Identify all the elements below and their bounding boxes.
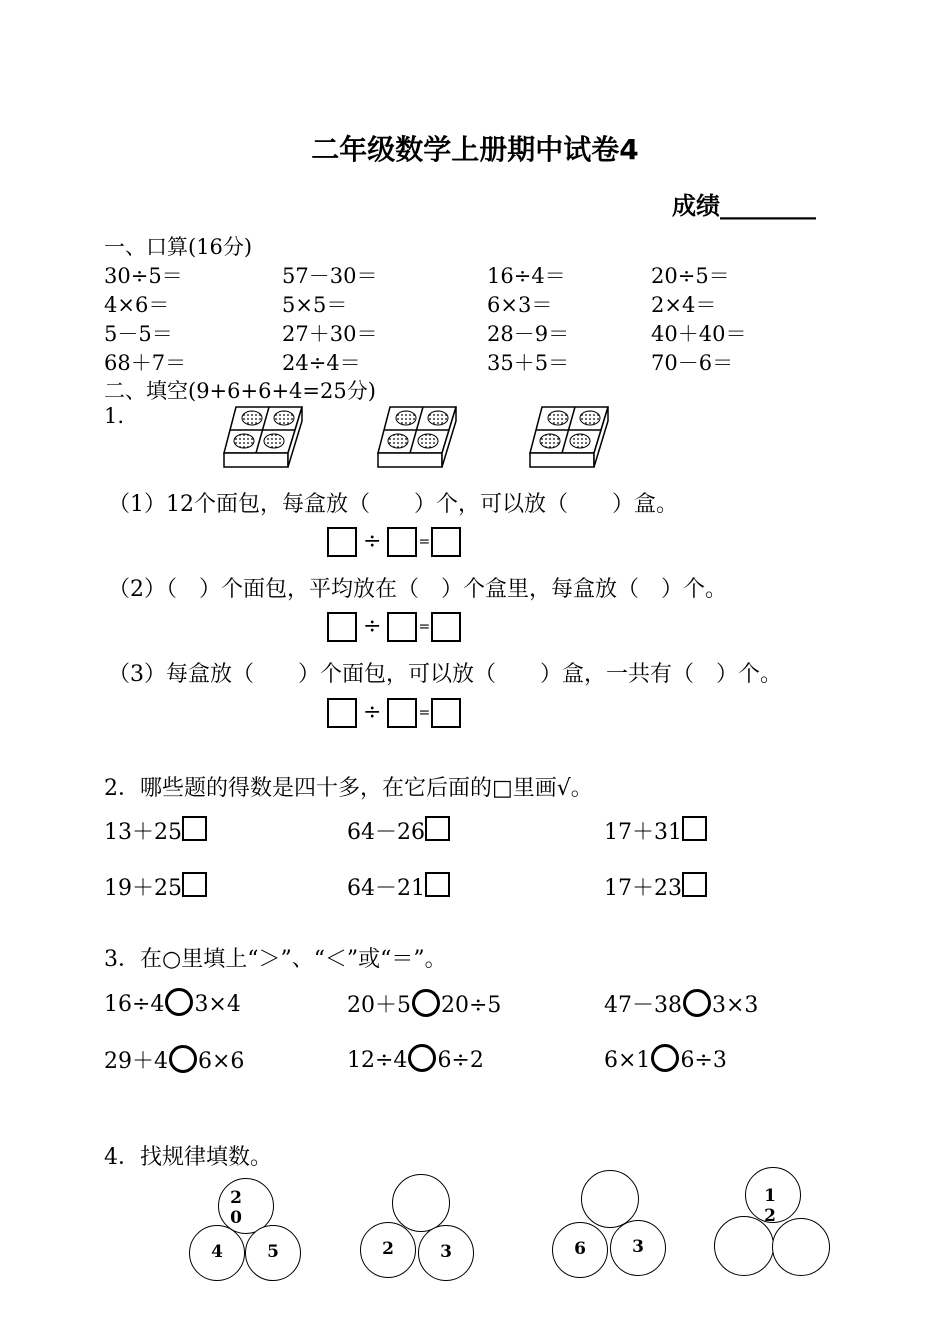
bread-box-icon <box>528 405 612 469</box>
answer-box[interactable] <box>387 527 417 557</box>
answer-box[interactable] <box>327 527 357 557</box>
q3-prompt: 3．在○里填上“＞”、“＜”或“＝”。 <box>104 947 447 972</box>
q2-item <box>347 815 450 846</box>
q3-item <box>604 988 758 1019</box>
check-box[interactable] <box>182 816 207 841</box>
q2-item <box>104 871 207 902</box>
q3-item <box>347 988 501 1019</box>
equals-sign: = <box>418 619 431 635</box>
divide-sign: ÷ <box>363 614 382 639</box>
calc-item: 6×3＝ <box>487 293 553 317</box>
compare-circle[interactable] <box>408 1044 436 1072</box>
answer-box[interactable] <box>431 612 461 642</box>
q1-part-2: （2）（ ）个面包，平均放在（ ）个盒里，每盒放（ ）个。 <box>108 577 727 602</box>
circle-top[interactable] <box>392 1174 450 1232</box>
circle-left-value: 6 <box>574 1239 586 1259</box>
circle-top-value: 12 <box>764 1186 776 1226</box>
answer-box[interactable] <box>387 698 417 728</box>
calc-item: 5－5＝ <box>104 322 173 346</box>
compare-circle[interactable] <box>169 1045 197 1073</box>
calc-item: 24÷4＝ <box>282 351 361 375</box>
answer-box[interactable] <box>327 698 357 728</box>
answer-box[interactable] <box>431 698 461 728</box>
q2-expression: 17＋31 <box>604 820 682 845</box>
bread-box-icon <box>222 405 306 469</box>
q1-part-3: （3）每盒放（ ）个面包，可以放（ ）盒，一共有（ ）个。 <box>108 662 782 687</box>
q2-expression: 19＋25 <box>104 876 182 901</box>
q3-left: 16÷4 <box>104 992 165 1017</box>
calc-item: 28－9＝ <box>487 322 570 346</box>
answer-box[interactable] <box>387 612 417 642</box>
calc-item: 4×6＝ <box>104 293 170 317</box>
q3-item <box>347 1044 484 1073</box>
q2-item <box>604 815 707 846</box>
q2-item <box>604 871 707 902</box>
q4-prompt: 4．找规律填数。 <box>104 1145 272 1170</box>
circle-right-value: 3 <box>440 1242 452 1262</box>
q1-part-1: （1）12个面包，每盒放（ ）个，可以放（ ）盒。 <box>108 492 678 517</box>
q3-left: 29＋4 <box>104 1049 168 1074</box>
divide-sign: ÷ <box>363 700 382 725</box>
q2-item <box>347 871 450 902</box>
q3-left: 20＋5 <box>347 993 411 1018</box>
q3-right: 6×6 <box>198 1049 245 1074</box>
calc-item: 5×5＝ <box>282 293 348 317</box>
circle-top[interactable] <box>581 1170 639 1228</box>
q1-number: 1. <box>104 404 125 428</box>
compare-circle[interactable] <box>651 1044 679 1072</box>
compare-circle[interactable] <box>412 989 440 1017</box>
circle-right-value: 5 <box>267 1242 279 1262</box>
q3-right: 3×4 <box>194 992 241 1017</box>
q3-left: 47－38 <box>604 993 682 1018</box>
check-box[interactable] <box>682 816 707 841</box>
q3-item <box>104 1044 244 1075</box>
circle-top-value: 20 <box>230 1188 242 1228</box>
q3-right: 6÷3 <box>680 1048 727 1073</box>
compare-circle[interactable] <box>683 989 711 1017</box>
q3-right: 6÷2 <box>437 1048 484 1073</box>
circle-right-value: 3 <box>632 1237 644 1257</box>
q3-right: 3×3 <box>712 993 759 1018</box>
equals-sign: = <box>418 705 431 721</box>
calc-item: 68＋7＝ <box>104 351 187 375</box>
divide-sign: ÷ <box>363 529 382 554</box>
q2-expression: 17＋23 <box>604 876 682 901</box>
circle-right[interactable] <box>772 1218 830 1276</box>
q3-left: 6×1 <box>604 1048 651 1073</box>
circle-left-value: 4 <box>211 1242 223 1262</box>
calc-item: 2×4＝ <box>651 293 717 317</box>
compare-circle[interactable] <box>165 988 193 1016</box>
calc-item: 35＋5＝ <box>487 351 570 375</box>
circle-left-value: 2 <box>382 1239 394 1259</box>
check-box[interactable] <box>182 872 207 897</box>
score-field[interactable]: 成绩________ <box>672 192 816 220</box>
bread-box-icon <box>376 405 460 469</box>
calc-item: 40＋40＝ <box>651 322 747 346</box>
division-equation <box>327 527 461 557</box>
calc-item: 16÷4＝ <box>487 264 566 288</box>
division-equation <box>327 698 461 728</box>
q3-item <box>104 988 241 1017</box>
calc-item: 27＋30＝ <box>282 322 378 346</box>
calc-item: 70－6＝ <box>651 351 734 375</box>
q2-item <box>104 815 207 846</box>
q3-left: 12÷4 <box>347 1048 408 1073</box>
q2-expression: 64－26 <box>347 820 425 845</box>
q2-expression: 64－21 <box>347 876 425 901</box>
calc-item: 20÷5＝ <box>651 264 730 288</box>
check-box[interactable] <box>425 816 450 841</box>
check-box[interactable] <box>682 872 707 897</box>
equals-sign: = <box>418 534 431 550</box>
q3-item <box>604 1044 727 1073</box>
q2-expression: 13＋25 <box>104 820 182 845</box>
page-title: 二年级数学上册期中试卷4 <box>311 133 639 166</box>
answer-box[interactable] <box>327 612 357 642</box>
q2-prompt: 2．哪些题的得数是四十多，在它后面的□里画√。 <box>104 776 593 801</box>
division-equation <box>327 612 461 642</box>
answer-box[interactable] <box>431 527 461 557</box>
calc-item: 57－30＝ <box>282 264 378 288</box>
section1-heading: 一、口算(16分) <box>104 235 253 259</box>
check-box[interactable] <box>425 872 450 897</box>
calc-item: 30÷5＝ <box>104 264 183 288</box>
section2-heading: 二、填空(9+6+6+4=25分) <box>104 379 376 403</box>
q3-right: 20÷5 <box>441 993 502 1018</box>
